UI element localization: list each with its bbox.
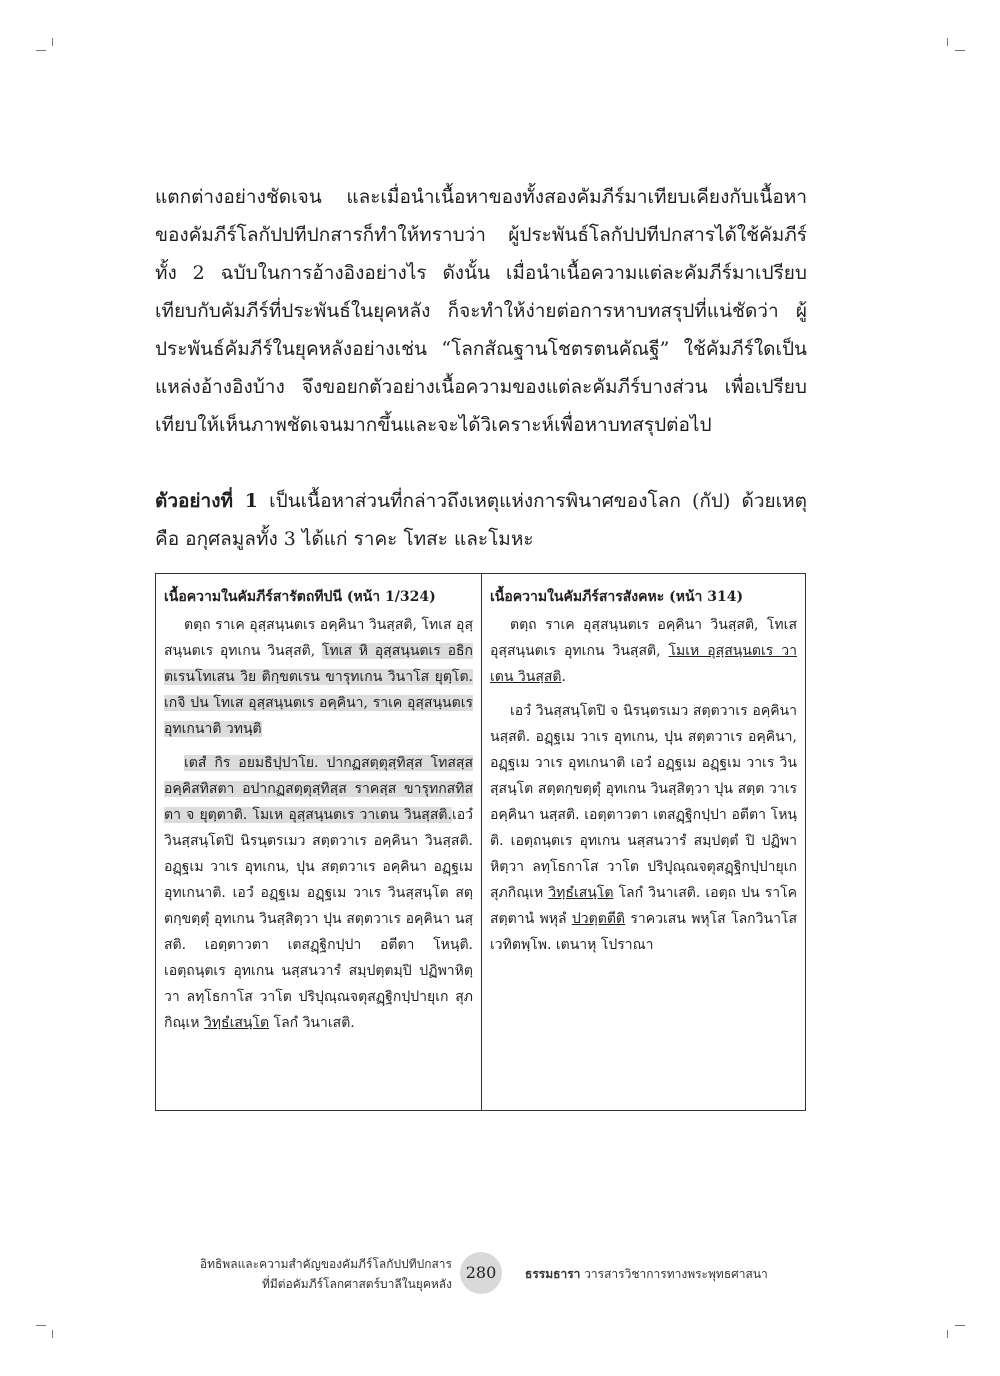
underlined-text: โมเห อุสฺสนฺนตเร วาเตน วินสฺสติ	[490, 643, 797, 685]
text-span: .	[561, 669, 566, 685]
intro-text	[155, 178, 807, 444]
text-span: ตตฺถ ราเค อุสฺสนฺนตเร อคฺคินา วินสฺสติ, โทเส อุสฺสนฺนตเร อุทเกน วินสฺสติ,	[164, 617, 473, 659]
text-span: เอวํ วินสฺสนฺโตปิ จ นิรนฺตรเมว สตฺตวาเร อคฺคินา นสฺสติ. อฏฺฐเม วาเร อุทเกน, ปุน สตฺตวาเร อคฺคินา, อฏฺฐเม วาเร อุทเกนาติ เอวํ อฏฺฐเม อฏฺฐเม วาเร วินสฺสนฺโต สตฺตกฺขตฺตุํ อุทเกน วินสฺสิตฺวา ปุน สตฺต วาเร อคฺคินา นสฺสติ. เอตฺตาวตา เตสฏฺฐิกปฺปา อตีตา โหนฺติ. เอตฺถนฺตเร อุทเกน นสฺสนวารํ สมฺปตฺตํ ปิ ปฏิพาหิตฺวา ลทฺโธกาโส วาโต ปริปุณฺณจตุสฏฺฐิกปฺปายุเก สุภกิณฺเห	[490, 703, 797, 901]
underlined-text: วิทฺธํเสนฺโต	[548, 885, 614, 901]
left-column-heading: เนื้อความในคัมภีร์สารัตถทีปนี (หน้า 1/324)	[164, 589, 436, 605]
example-paragraph	[155, 482, 807, 558]
text-span: เอวํ วินสฺสนฺโตปิ นิรนฺตรเมว สตฺตวาเร อคฺคินา วินสฺสติ. อฏฺฐเม วาเร อุทเกน, ปุน สตฺตวาเร อคฺคินา อฏฺฐเม อุทเกนาติ. เอวํ อฏฺฐเม อฏฺฐเม วาเร วินสฺสนฺโต สตฺตกฺขตฺตุํ อุทเกน วินสฺสิตฺวา ปุน สตฺตวาเร อคฺคินา นสฺสติ. เอตฺตาวตา เตสฏฺฐิกปฺปา อตีตา โหนฺติ. เอตฺถนฺตเร อุทเกน นสฺสนวารํ สมฺปตฺตมฺปิ ปฏิพาหิตฺวา ลทฺโธกาโส วาโต ปริปุณฺณจตุสฏฺฐิกปฺปายุเก สุภกิณฺเห	[164, 807, 473, 1031]
right-paragraph-1	[490, 612, 797, 690]
table-column-left	[156, 574, 482, 1110]
example-label: ตัวอย่างที่ 1	[155, 490, 258, 512]
crop-mark	[52, 1330, 53, 1338]
crop-mark	[955, 1325, 965, 1326]
journal-subtitle: วารสารวิชาการทางพระพุทธศาสนา	[580, 1267, 768, 1281]
comparison-table	[155, 573, 806, 1111]
text-span: ตตฺถ ราเค อุสฺสนฺนตเร อคฺคินา วินสฺสติ, โทเส อุสฺสนฺนตเร อุทเกน วินสฺสติ,	[490, 617, 797, 659]
left-paragraph-2	[164, 750, 473, 1036]
right-column-heading: เนื้อความในคัมภีร์สารสังคหะ (หน้า 314)	[490, 589, 744, 605]
crop-mark	[36, 1325, 46, 1326]
crop-mark	[52, 38, 53, 46]
highlighted-text: โทเส หิ อุสฺสนฺนตเร อธิกตเรนโทเสน วิย ติกฺขตเรน ขารุทเกน วินาโส ยุตฺโต. เกจิ ปน โทเส อุสฺสนฺนตเร อคฺคินา, ราเค อุสฺสนฺนตเร อุทเกนาติ วทนฺติ	[164, 643, 473, 737]
text-span: โลกํ วินาเสติ.	[269, 1015, 355, 1031]
footer-journal	[525, 1264, 768, 1284]
left-paragraph-1	[164, 612, 473, 742]
footer-title-line-1: อิทธิพลและความสำคัญของคัมภีร์โลกัปปทีปกสาร	[199, 1257, 452, 1271]
text-span: ราควเสน พหุโส โลกวินาโส เวทิตพฺโพ. เตนาหุ โปราณา	[490, 911, 797, 953]
page-number: 280	[460, 1252, 502, 1294]
crop-mark	[955, 50, 965, 51]
text-span: โลกํ วินาเสติ. เอตฺถ ปน ราโค สตฺตานํ พหุลํ	[490, 885, 797, 927]
crop-mark	[36, 50, 46, 51]
footer-title-line-2: ที่มีต่อคัมภีร์โลกศาสตร์บาลีในยุคหลัง	[261, 1277, 452, 1291]
underlined-text: วิทฺธํเสนฺโต	[203, 1015, 270, 1031]
table-column-right	[482, 574, 805, 1110]
intro-paragraph: แตกต่างอย่างชัดเจน และเมื่อนำเนื้อหาของทั้งสองคัมภีร์มาเทียบเคียงกับเนื้อหาของคัมภีร์โลกัปปทีปกสารก็ทำให้ทราบว่า ผู้ประพันธ์โลกัปปทีปกสารได้ใช้คัมภีร์ทั้ง 2 ฉบับในการอ้างอิงอย่างไร ดังนั้น เมื่อนำเนื้อความแต่ละคัมภีร์มาเปรียบเทียบกับคัมภีร์ที่ประพันธ์ในยุคหลัง ก็จะทำให้ง่ายต่อการหาบทสรุปที่แน่ชัดว่า ผู้ประพันธ์คัมภีร์ในยุคหลังอย่างเช่น “โลกสัณฐานโชตรตนคัณฐี” ใช้คัมภีร์ใดเป็นแหล่งอ้างอิงบ้าง จึงขอยกตัวอย่างเนื้อความของแต่ละคัมภีร์บางส่วน เพื่อเปรียบเทียบให้เห็นภาพชัดเจนมากขึ้นและจะได้วิเคราะห์เพื่อหาบทสรุปต่อไป	[155, 186, 807, 436]
crop-mark	[947, 1330, 948, 1338]
example-text: เป็นเนื้อหาส่วนที่กล่าวถึงเหตุแห่งการพินาศของโลก (กัป) ด้วยเหตุ คือ อกุศลมูลทั้ง 3 ได้แก่ ราคะ โทสะ และโมหะ	[155, 490, 807, 550]
footer-article-title	[200, 1254, 452, 1294]
journal-name: ธรรมธารา	[525, 1267, 581, 1281]
page-footer	[0, 1250, 1000, 1300]
highlighted-text: เตสํ กิร อยมธิปฺปาโย. ปากฏสตฺตุสฺทิสฺส โทสสฺส อคฺคิสทิสตา อปากฏสตฺตุสฺทิสฺส ราคสฺส ขารุทกสทิสตา จ ยุตฺตาติ. โมเห อุสฺสนฺนตเร วาเตน วินสฺสติ.	[164, 755, 473, 823]
right-paragraph-2	[490, 698, 797, 958]
underlined-text: ปวตฺตตีติ	[571, 911, 626, 927]
crop-mark	[947, 38, 948, 46]
